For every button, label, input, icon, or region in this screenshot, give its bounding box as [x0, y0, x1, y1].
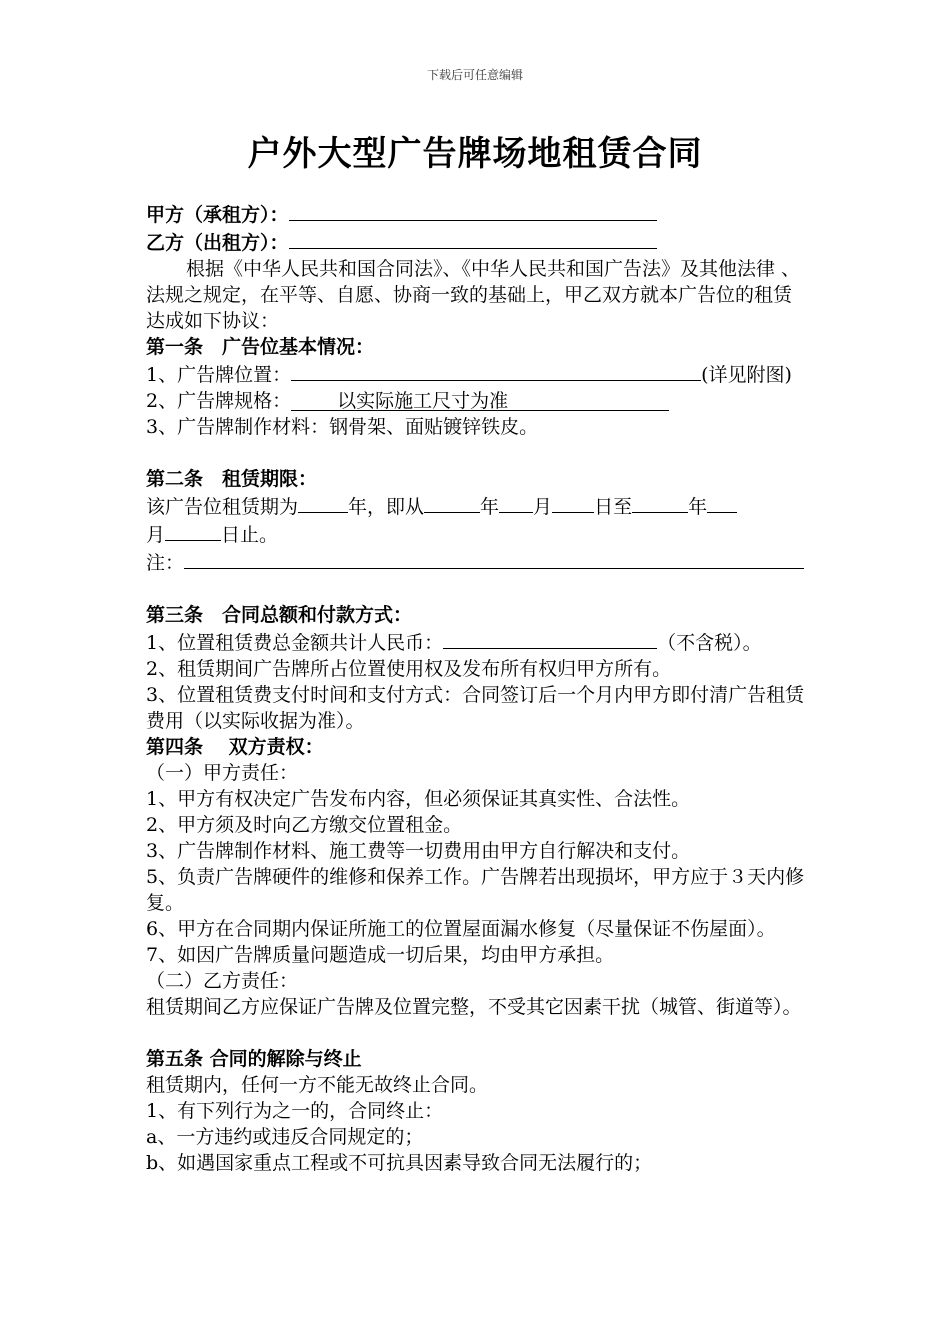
art2-text-3: 年	[480, 496, 500, 518]
years-blank	[298, 492, 348, 513]
article-4-heading: 第四条 双方责权：	[146, 736, 324, 758]
art2-period-line-2	[146, 520, 808, 548]
art3-item3: 3、位置租赁费支付时间和支付方式：合同签订后一个月内甲方即付清广告租赁费用（以实际收据为准）。	[146, 684, 805, 732]
art4-a7: 7、如因广告牌质量问题造成一切后果，均由甲方承担。	[146, 944, 615, 966]
art1-item3: 3、广告牌制作材料：钢骨架、面贴镀锌铁皮。	[146, 416, 539, 438]
art2-note	[146, 548, 808, 576]
header-note: 下载后可任意编辑	[426, 68, 523, 82]
art2-text-1: 该广告位租赁期为	[146, 496, 299, 518]
art3-item1-label: 1、位置租赁费总金额共计人民币：	[146, 632, 444, 654]
art4-a5: 5、负责广告牌硬件的维修和保养工作。广告牌若出现损坏，甲方应于３天内修复。	[146, 866, 805, 914]
art5-p2: 1、有下列行为之一的，合同终止：	[146, 1100, 444, 1122]
art2-text-5: 日至	[594, 496, 633, 518]
article-1-heading: 第一条 广告位基本情况：	[146, 336, 375, 358]
party-a-label: 甲方（承租方）：	[146, 204, 289, 226]
art5-p1: 租赁期内，任何一方不能无故终止合同。	[146, 1074, 489, 1096]
contract-title: 户外大型广告牌场地租赁合同	[247, 134, 703, 174]
start-year-blank	[424, 492, 480, 513]
art3-item1-suffix: （不含税）。	[657, 632, 762, 654]
art1-item2	[146, 388, 808, 414]
end-year-blank	[632, 492, 688, 513]
art5-pa: a、一方违约或违反合同规定的；	[146, 1126, 424, 1148]
art1-item1	[146, 360, 808, 388]
location-blank	[291, 360, 701, 381]
amount-blank	[443, 628, 657, 649]
end-month-blank-a	[707, 492, 737, 513]
note-blank	[184, 548, 804, 569]
art4-a2: 2、甲方须及时向乙方缴交位置租金。	[146, 814, 463, 836]
article-3-heading: 第三条 合同总额和付款方式：	[146, 604, 413, 626]
contract-body	[146, 200, 808, 1176]
article-2-heading: 第二条 租赁期限：	[146, 468, 318, 490]
spec-value: 以实际施工尺寸为准	[291, 391, 669, 411]
party-b-label: 乙方（出租方）：	[146, 232, 289, 254]
art4-a3: 3、广告牌制作材料、施工费等一切费用由甲方自行解决和支付。	[146, 840, 691, 862]
party-b-line	[146, 228, 808, 256]
art2-text-8: 日止。	[221, 524, 279, 546]
art4-b1: 租赁期间乙方应保证广告牌及位置完整，不受其它因素干扰（城管、街道等）。	[146, 996, 802, 1018]
intro-paragraph: 根据《中华人民共和国合同法》、《中华人民共和国广告法》及其他法律 、法规之规定，在平等、自愿、协商一致的基础上，甲乙双方就本广告位的租赁达成如下协议：	[146, 258, 801, 332]
end-day-blank	[165, 520, 221, 541]
party-a-line	[146, 200, 808, 228]
art2-text-2: 年，即从	[348, 496, 425, 518]
art3-item1	[146, 628, 808, 656]
art2-text-6: 年	[688, 496, 708, 518]
art2-period-line	[146, 492, 808, 520]
art1-item1-suffix: (详见附图)	[701, 364, 792, 386]
start-month-blank	[499, 492, 533, 513]
art4-a1: 1、甲方有权决定广告发布内容，但必须保证其真实性、合法性。	[146, 788, 691, 810]
art2-text-4: 月	[533, 496, 553, 518]
party-a-blank	[289, 200, 657, 221]
art4-sub1: （一）甲方责任：	[146, 762, 299, 784]
art1-item1-label: 1、广告牌位置：	[146, 364, 292, 386]
start-day-blank	[552, 492, 594, 513]
art4-a6: 6、甲方在合同期内保证所施工的位置屋面漏水修复（尽量保证不伤屋面）。	[146, 918, 776, 940]
note-label: 注：	[146, 552, 185, 574]
art4-sub2: （二）乙方责任：	[146, 970, 299, 992]
art2-text-7: 月	[146, 524, 166, 546]
art3-item2: 2、租赁期间广告牌所占位置使用权及发布所有权归甲方所有。	[146, 658, 672, 680]
article-5-heading: 第五条 合同的解除与终止	[146, 1048, 362, 1070]
art1-item2-label: 2、广告牌规格：	[146, 390, 292, 412]
party-b-blank	[289, 228, 657, 249]
art5-pb: b、如遇国家重点工程或不可抗具因素导致合同无法履行的；	[146, 1152, 653, 1174]
